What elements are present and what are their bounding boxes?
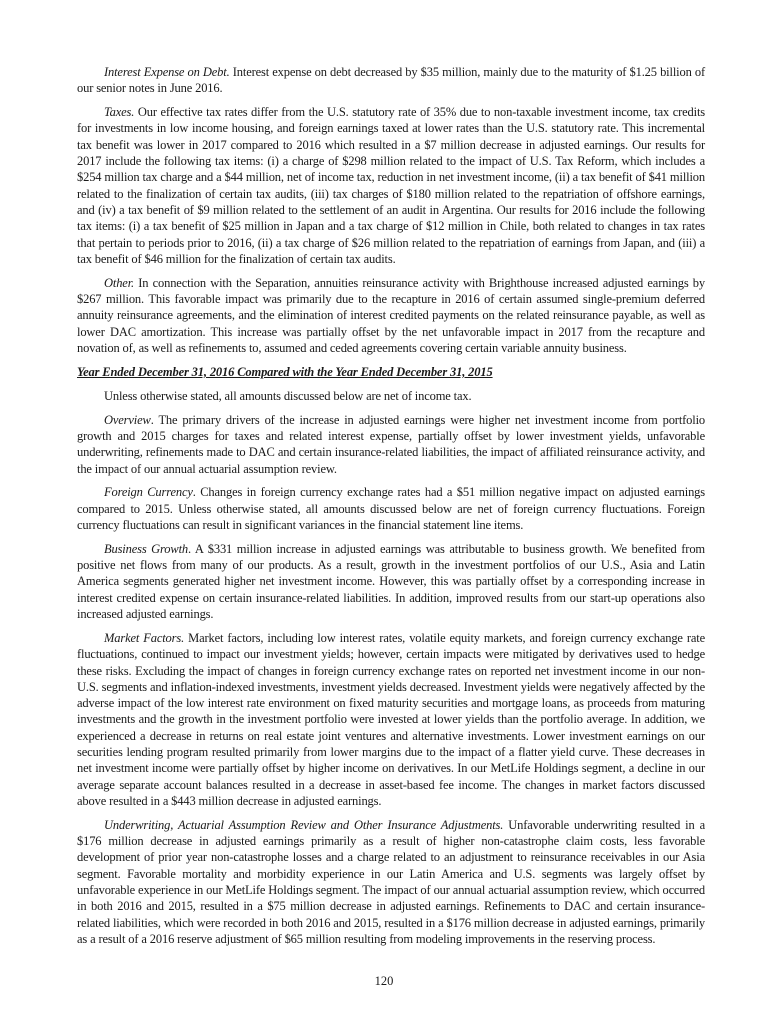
paragraph-text: . A $331 million increase in adjusted earnings was attributable to business growth. We benefited from positive net flows from many of our products. As a result, growth in the investment portfolios of our U.S., Asia and Latin America segments generated higher net investment income. However, this was partially offset by a corresponding increase in interest credited expense on certain insurance-related liabilities. In addition, improved results from our start-up operations also increased adjusted earnings. [77,541,705,622]
paragraph-text: Market factors, including low interest rates, volatile equity markets, and foreign currency exchange rate fluctuations, continued to impact our investment yields; however, certain impacts were mitigated by derivatives used to hedge these risks. Excluding the impact of changes in foreign currency exchange rates on reported net investment income in our non-U.S. segments and inflation-indexed investments, investment yields decreased. Investment yields were negatively affected by the adverse impact of the low interest rate environment on fixed maturity securities and mortgage loans, as proceeds from maturing investments and the growth in the investment portfolio were invested at lower yields than the portfolio average. In addition, we experienced a decrease in returns on real estate joint ventures and alternative investments. Lower investment earnings on our securities lending program resulted primarily from lower margins due to the impact of a flatter yield curve. These decreases in net investment income were partially offset by higher income on derivatives. In our MetLife Holdings segment, a decline in our average separate account balances resulted in a decrease in asset-based fee income. The changes in market factors discussed above resulted in a $443 million decrease in adjusted earnings. [77,630,706,808]
paragraph-text: . The primary drivers of the increase in adjusted earnings were higher net investment income from portfolio growth and 2015 charges for taxes and related interest expense, partially offset by lower investment yields, unfavorable underwriting, refinements made to DAC and certain insurance-related liabilities, the impact of affiliated reinsurance activity, and the impact of our annual actuarial assumption review. [77,412,705,476]
paragraph-lead: Other. [104,275,135,290]
section-heading: Year Ended December 31, 2016 Compared with the Year Ended December 31, 2015 [77,364,493,379]
paragraph-text: Our effective tax rates differ from the U.S. statutory rate of 35% due to non-taxable investment income, tax credits for investments in low income housing, and foreign earnings taxed at lower rates than the U.S. statutory rate. This incremental tax benefit was lower in 2017 compared to 2016 which resulted in a $7 million decrease in adjusted earnings. Our results for 2017 include the following tax items: (i) a charge of $298 million related to the impact of U.S. Tax Reform, which includes a $254 million tax charge and a $44 million, net of income tax, reduction in net investment income, (ii) a tax benefit of $41 million related to the finalization of certain tax audits, (iii) tax charges of $180 million related to the repatriation of offshore earnings, and (iv) a tax benefit of $9 million related to the settlement of an audit in Argentina. Our results for 2016 include the following tax items: (i) a tax benefit of $25 million in Japan and a tax charge of $12 million in Chile, both related to changes in tax rates that pertain to periods prior to 2016, (ii) a tax charge of $26 million related to the repatriation of earnings from Japan, and (iii) a tax benefit of $46 million for the finalization of certain tax audits. [77,105,705,266]
paragraph-taxes [77,104,705,267]
paragraph-lead: Market Factors. [104,630,185,645]
paragraph-interest-expense [77,64,705,97]
paragraph-text: . Changes in foreign currency exchange rates had a $51 million negative impact on adjusted earnings compared to 2015. Unless otherwise stated, all amounts discussed below are net of foreign currency fluctuations. Foreign currency fluctuations can result in significant variances in the financial statement line items. [77,485,705,532]
paragraph-lead: Business Growth [104,541,189,556]
paragraph-lead: Overview [104,412,151,427]
paragraph-text: Unfavorable underwriting resulted in a $176 million decrease in adjusted earnings primarily as a result of higher non-catastrophe claim costs, less favorable development of prior year non-catastrophe losses and a charge related to an adjustment to reinsurance receivables in our Asia segment. Favorable mortality and morbidity experience in our Latin America and U.S. segments was largely offset by unfavorable experience in our MetLife Holdings segment. The impact of our annual actuarial assumption review, which occurred in both 2016 and 2015, resulted in a $75 million decrease in adjusted earnings. Refinements to DAC and certain insurance-related liabilities, which were recorded in both 2016 and 2015, resulted in a $176 million decrease in adjusted earnings, primarily as a result of a 2016 reserve adjustment of $65 million resulting from modeling improvements in the reserving process. [77,817,706,946]
page-number: 120 [374,974,394,989]
paragraph-overview [77,412,705,477]
paragraph-text: Interest expense on debt decreased by $35 million, mainly due to the maturity of $1.25 billion of our senior notes in June 2016. [77,65,705,96]
paragraph-market-factors [77,630,705,809]
document-page [77,0,705,947]
paragraph-lead: Underwriting, Actuarial Assumption Review and Other Insurance Adjustments. [104,817,504,832]
paragraph-other [77,275,705,356]
paragraph-foreign-currency [77,484,705,533]
paragraph-lead: Taxes. [104,105,135,120]
paragraph-intro: Unless otherwise stated, all amounts discussed below are net of income tax. [104,388,472,403]
paragraph-underwriting [77,817,705,947]
paragraph-lead: Interest Expense on Debt. [104,65,230,79]
paragraph-lead: Foreign Currency [104,485,193,500]
paragraph-text: In connection with the Separation, annuities reinsurance activity with Brighthouse increased adjusted earnings by $267 million. This favorable impact was primarily due to the recapture in 2016 of certain assumed single-premium deferred annuity reinsurance agreements, and the elimination of interest credited payments on the related reinsurance payable, as well as lower DAC amortization. This increase was partially offset by the net unfavorable impact in 2017 from the recapture and novation of, as well as refinements to, assumed and ceded agreements covering certain variable annuity business. [77,275,705,355]
paragraph-business-growth [77,541,705,622]
